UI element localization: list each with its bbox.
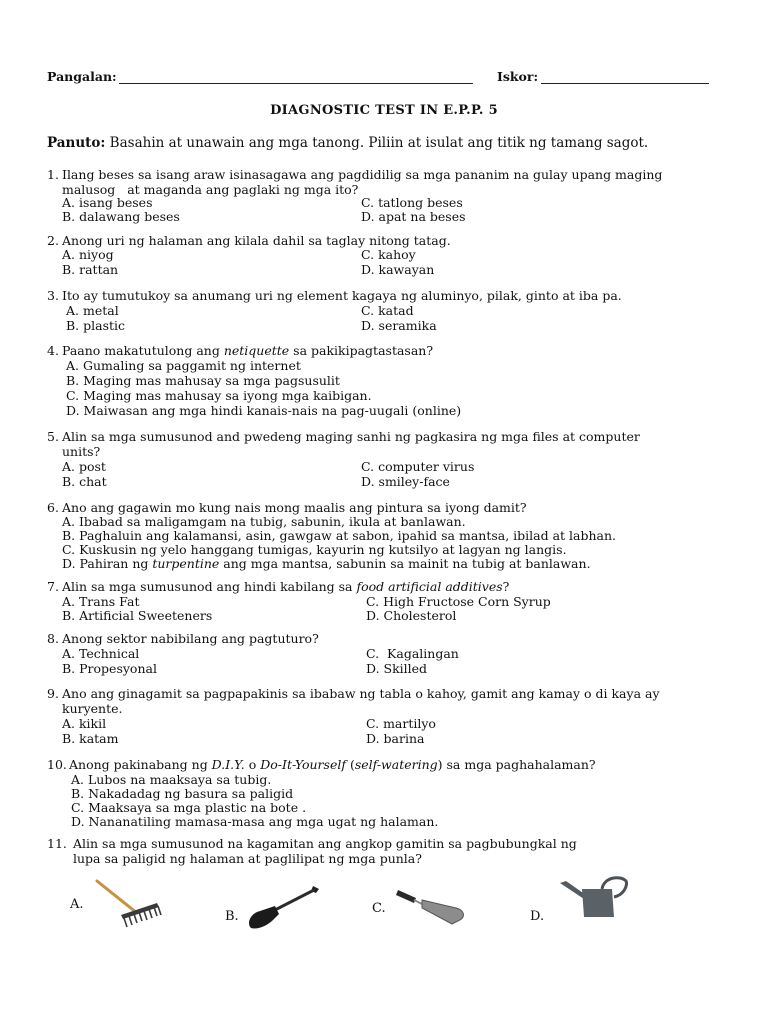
question-stem: 7. Alin sa mga sumusunod ang hindi kabilang sa food artificial additives?: [47, 579, 510, 594]
question-stem-cont: kuryente.: [62, 700, 123, 716]
option-b[interactable]: B. rattan: [62, 262, 119, 277]
option-c[interactable]: C. kahoy: [361, 247, 416, 262]
question-7: [47, 580, 727, 626]
option-a[interactable]: A. Lubos na maaksaya sa tubig.: [71, 772, 272, 787]
question-stem: 2. Anong uri ng halaman ang kilala dahil sa taglay nitong tatag.: [47, 233, 451, 248]
option-c[interactable]: C.: [372, 901, 386, 916]
option-b[interactable]: B. Nakadadag ng basura sa paligid: [71, 786, 294, 801]
question-8: [47, 632, 727, 678]
question-3: [47, 289, 727, 335]
question-2: [47, 234, 727, 280]
option-d[interactable]: D. Pahiran ng turpentine ang mga mantsa, sabunin sa mainit na tubig at banlawan.: [62, 556, 591, 571]
shovel-icon[interactable]: [243, 882, 323, 932]
question-6: [47, 501, 727, 573]
option-d[interactable]: D. barina: [366, 731, 425, 746]
score-field-line[interactable]: [541, 83, 709, 84]
question-stem: 9. Ano ang ginagamit sa pagpapakinis sa ibabaw ng tabla o kahoy, gamit ang kamay o di kaya ay: [47, 686, 660, 701]
question-11: [47, 837, 727, 869]
option-a[interactable]: A. Trans Fat: [62, 594, 140, 609]
instructions-label: Panuto:: [47, 135, 106, 151]
question-1: [47, 168, 727, 228]
question-stem: 3. Ito ay tumutukoy sa anumang uri ng element kagaya ng aluminyo, pilak, ginto at iba pa.: [47, 288, 622, 303]
option-c[interactable]: C. Kagalingan: [366, 646, 459, 661]
option-c[interactable]: C. Maging mas mahusay sa iyong mga kaibigan.: [66, 388, 372, 403]
name-label: Pangalan:: [47, 69, 117, 84]
option-c[interactable]: C. martilyo: [366, 716, 436, 731]
option-a[interactable]: A. isang beses: [62, 195, 153, 210]
option-b[interactable]: B. Maging mas mahusay sa mga pagsusulit: [66, 373, 340, 388]
question-5: [47, 430, 727, 490]
question-stem: 4. Paano makatutulong ang netiquette sa pakikipagtastasan?: [47, 343, 434, 358]
option-d[interactable]: D. Cholesterol: [366, 608, 457, 623]
option-c[interactable]: C. tatlong beses: [361, 195, 463, 210]
question-9: [47, 687, 727, 747]
option-d[interactable]: D. Nananatiling mamasa-masa ang mga ugat ng halaman.: [71, 814, 439, 829]
question-stem: 8. Anong sektor nabibilang ang pagtuturo?: [47, 631, 319, 646]
question-stem: 10. Anong pakinabang ng D.I.Y. o Do-It-Yourself (self-watering) sa mga paghahalaman?: [47, 757, 596, 772]
option-b[interactable]: B. dalawang beses: [62, 209, 180, 224]
option-c[interactable]: C. High Fructose Corn Syrup: [366, 594, 551, 609]
instructions: [47, 136, 727, 151]
option-a[interactable]: A. Technical: [62, 646, 140, 661]
question-stem-cont: malusog at maganda ang paglaki ng mga ito?: [62, 181, 359, 197]
header: [47, 70, 717, 88]
option-d[interactable]: D. smiley-face: [361, 474, 450, 489]
option-b[interactable]: B. Propesyonal: [62, 661, 157, 676]
option-a[interactable]: A. Gumaling sa paggamit ng internet: [66, 358, 301, 373]
option-c[interactable]: C. katad: [361, 303, 414, 318]
option-d[interactable]: D. seramika: [361, 318, 437, 333]
question-stem: 5. Alin sa mga sumusunod and pwedeng maging sanhi ng pagkasira ng mga files at computer: [47, 429, 640, 444]
option-a[interactable]: A. niyog: [62, 247, 114, 262]
option-c[interactable]: C. Kuskusin ng yelo hanggang tumigas, kayurin ng kutsilyo at lagyan ng langis.: [62, 542, 567, 557]
option-c[interactable]: C. Maaksaya sa mga plastic na bote .: [71, 800, 307, 815]
option-b[interactable]: B. Artificial Sweeteners: [62, 608, 213, 623]
option-a[interactable]: A. Ibabad sa maligamgam na tubig, sabunin, ikula at banlawan.: [62, 514, 466, 529]
option-d[interactable]: D. Maiwasan ang mga hindi kanais-nais na pag-uugali (online): [66, 403, 462, 418]
page-title: DIAGNOSTIC TEST IN E.P.P. 5: [270, 103, 498, 118]
option-b[interactable]: B. katam: [62, 731, 119, 746]
question-stem: 11. Alin sa mga sumusunod na kagamitan ang angkop gamitin sa pagbubungkal ng: [47, 836, 577, 851]
instructions-text: Basahin at unawain ang mga tanong. Piliin at isulat ang titik ng tamang sagot.: [105, 135, 649, 151]
trowel-icon[interactable]: [394, 884, 469, 928]
watering-can-icon[interactable]: [558, 873, 630, 919]
question-stem: 6. Ano ang gagawin mo kung nais mong maalis ang pintura sa iyong damit?: [47, 500, 527, 515]
option-a[interactable]: A.: [70, 897, 84, 912]
option-d[interactable]: D.: [530, 909, 545, 924]
option-b[interactable]: B. plastic: [66, 318, 126, 333]
question-stem-cont: lupa sa paligid ng halaman at paglilipat ng mga punla?: [73, 850, 422, 866]
option-d[interactable]: D. apat na beses: [361, 209, 466, 224]
question-stem: 1. Ilang beses sa isang araw isinasagawa ang pagdidilig sa mga pananim na gulay upang maging: [47, 167, 663, 182]
question-stem-cont: units?: [62, 443, 101, 459]
option-a[interactable]: A. post: [62, 459, 106, 474]
option-a[interactable]: A. kikil: [62, 716, 107, 731]
option-b[interactable]: B. Paghaluin ang kalamansi, asin, gawgaw at sabon, ipahid sa mantsa, ibilad at labhan.: [62, 528, 617, 543]
rake-icon[interactable]: [93, 877, 168, 932]
score-label: Iskor:: [497, 69, 539, 84]
question-4: [47, 344, 727, 420]
option-d[interactable]: D. Skilled: [366, 661, 428, 676]
option-b[interactable]: B. chat: [62, 474, 107, 489]
name-field-line[interactable]: [119, 83, 473, 84]
option-c[interactable]: C. computer virus: [361, 459, 475, 474]
question-10: [47, 758, 727, 830]
option-b[interactable]: B.: [225, 909, 239, 924]
option-d[interactable]: D. kawayan: [361, 262, 435, 277]
option-a[interactable]: A. metal: [66, 303, 119, 318]
